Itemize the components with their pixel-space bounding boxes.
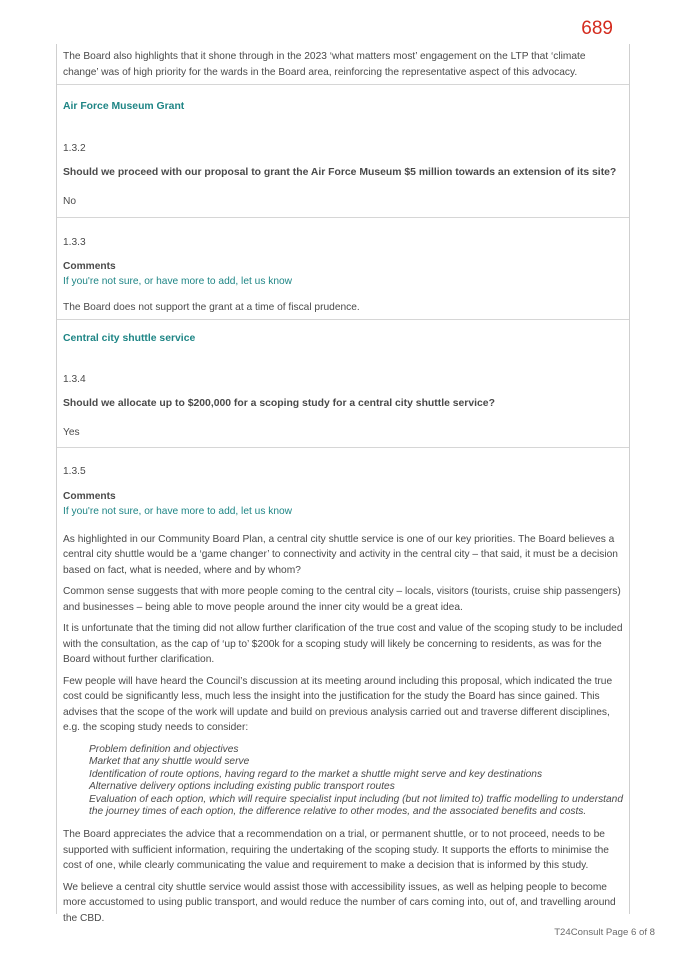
comment-body — [63, 532, 623, 927]
section-air-force-museum — [57, 85, 629, 209]
comments-label: Comments — [63, 260, 116, 272]
list-item: Alternative delivery options including existing public transport routes — [89, 781, 395, 793]
comment-text: The Board does not support the grant at a time of fiscal prudence. — [63, 301, 360, 313]
comment-paragraph: We believe a central city shuttle service would assist those with accessibility issues, as well as helping people to become more accustomed to using public transport, and would reduce the number of cars coming into, out of, and travelling around the CBD. — [63, 881, 616, 924]
list-item: Problem definition and objectives — [89, 743, 239, 755]
list-item: Market that any shuttle would serve — [89, 756, 250, 768]
question-number: 1.3.2 — [63, 142, 86, 154]
comment-block — [57, 218, 629, 315]
question-number: 1.3.3 — [63, 237, 86, 248]
answer-text: Yes — [63, 426, 80, 438]
section-title: Central city shuttle service — [63, 333, 196, 344]
submission-form-body — [56, 44, 630, 924]
list-item: Evaluation of each option, which will require specialist input including (but not limited to) traffic modelling to understand the journey times of each option, the difference relative to other modes, and the associated benefits and costs. — [89, 793, 624, 818]
comment-block — [57, 448, 629, 926]
intro-text: The Board also highlights that it shone through in the 2023 ‘what matters most’ engagement on the LTP that ‘climate change’ was of high priority for the wards in the Board area, reinforcing the representative aspect of this advocacy. — [63, 51, 586, 78]
list-item: Identification of route options, having regard to the market a shuttle might serve and key destinations — [89, 768, 543, 780]
intro-block — [57, 44, 629, 84]
comments-label: Comments — [63, 490, 116, 502]
question-number: 1.3.5 — [63, 466, 86, 477]
comment-paragraph: Common sense suggests that with more people coming to the central city – locals, visitors (tourists, cruise ship passengers) and businesses – being able to move people around the inner city would be a great idea. — [63, 586, 621, 613]
comments-hint: If you're not sure, or have more to add, let us know — [63, 276, 293, 287]
comment-paragraph: It is unfortunate that the timing did not allow further clarification of the true cost and value of the scoping study to be included with the consultation, as the cap of ‘up to’ $200k for a scoping study will likely be concerning to residents, as was for the Board without further clarification. — [63, 623, 623, 665]
comment-paragraph: Few people will have heard the Council’s discussion at its meeting around including this proposal, which indicated the true cost could be significantly less, much less the insight into the justification for the study the Board has since gained. This advises that the scope of the work will update and build on previous analysis carried out and traverse different disciplines, e.g. the scoping study needs to consider: — [63, 675, 613, 733]
scoping-considerations-list — [63, 744, 623, 820]
answer-text: No — [63, 195, 77, 207]
page-footer: T24Consult Page 6 of 8 — [554, 927, 655, 938]
section-central-city-shuttle — [57, 320, 629, 440]
comment-paragraph: As highlighted in our Community Board Plan, a central city shuttle service is one of our key priorities. The Board believes a central city shuttle would be a ‘game changer’ to connectivity and activity in the central city – that said, it must be a decision based on fact, what is needed, where and by whom? — [63, 533, 618, 576]
question-number: 1.3.4 — [63, 373, 86, 385]
comments-hint: If you're not sure, or have more to add, let us know — [63, 506, 293, 517]
comment-paragraph: The Board appreciates the advice that a recommendation on a trial, or permanent shuttle, or to not proceed, needs to be supported with sufficient information, requiring the undertaking of the scoping study. It supports the efforts to minimise the cost of one, while clearly communicating the value and requirement to make a decision that is informed by this study. — [63, 829, 609, 872]
section-title: Air Force Museum Grant — [63, 101, 185, 112]
page-number: 689 — [581, 18, 613, 39]
question-text: Should we proceed with our proposal to grant the Air Force Museum $5 million towards an extension of its site? — [63, 167, 617, 178]
question-text: Should we allocate up to $200,000 for a scoping study for a central city shuttle service? — [63, 398, 495, 409]
